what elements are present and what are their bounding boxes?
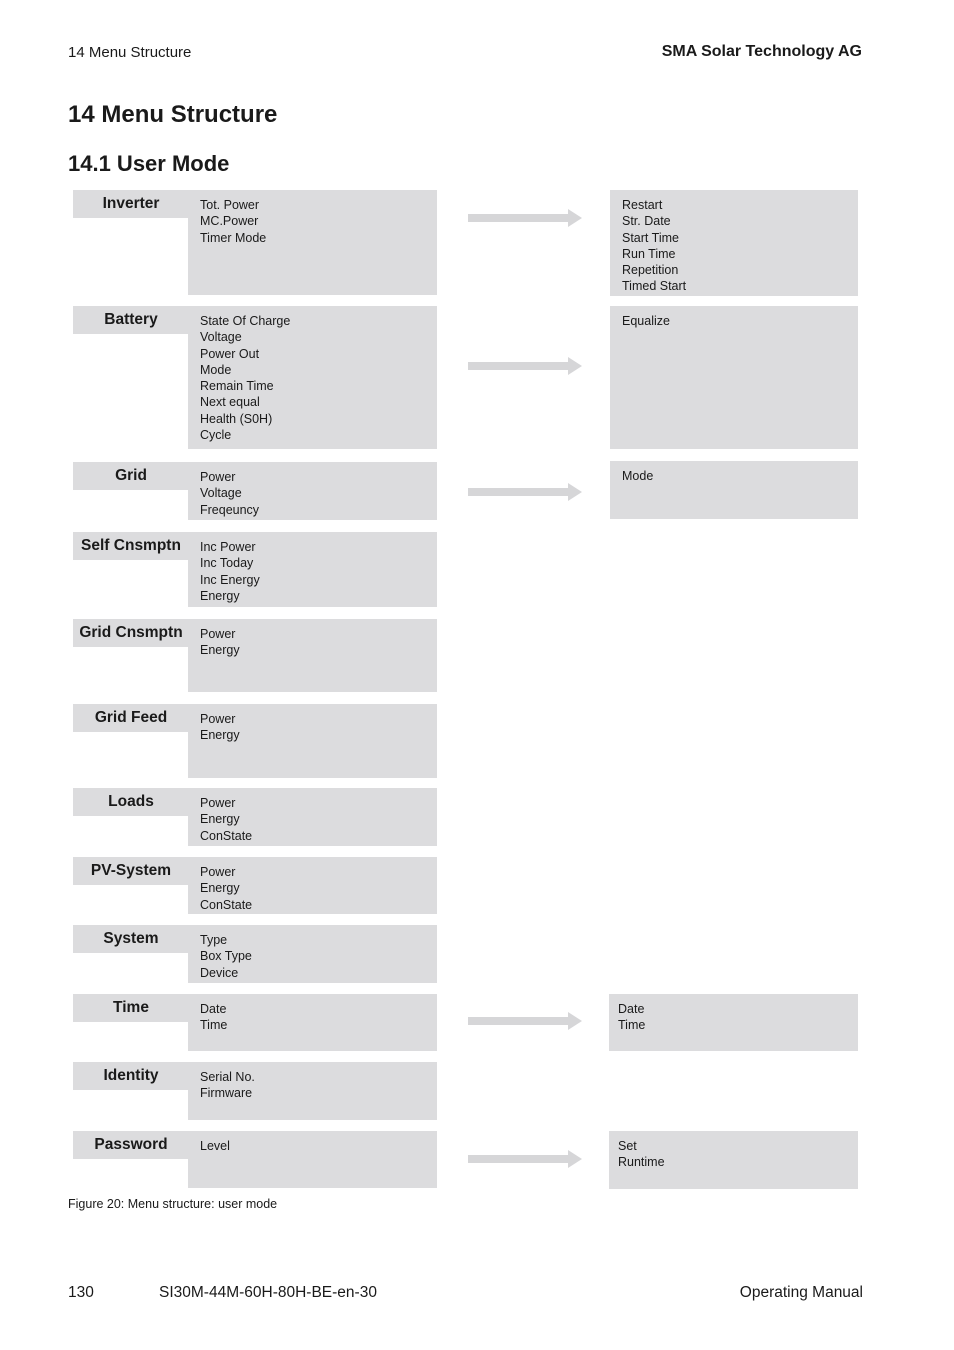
menu-item: Level — [200, 1139, 230, 1153]
menu-label-grid-cnsmptn: Grid Cnsmptn — [73, 619, 189, 647]
menu-item-list — [200, 313, 290, 443]
menu-item-list — [200, 1138, 230, 1154]
submenu-item-list — [622, 468, 653, 484]
menu-item-list — [200, 932, 252, 981]
submenu-item: Time — [618, 1018, 646, 1033]
submenu-item-list — [618, 1138, 665, 1171]
menu-label-pv-system: PV-System — [73, 857, 189, 885]
submenu-box — [609, 994, 858, 1051]
menu-label-grid-feed: Grid Feed — [73, 704, 189, 732]
manual-name: Operating Manual — [739, 1284, 863, 1301]
menu-label-inverter: Inverter — [73, 190, 189, 218]
menu-item-list — [200, 795, 252, 844]
menu-label-password: Password — [73, 1131, 189, 1159]
submenu-item-list — [622, 313, 670, 329]
menu-item: Cycle — [200, 428, 232, 443]
submenu-item: Repetition — [622, 263, 679, 278]
submenu-item: Mode — [622, 469, 654, 483]
menu-item-list — [200, 1069, 255, 1102]
submenu-item: Run Time — [622, 246, 676, 261]
submenu-item: Restart — [622, 198, 663, 212]
submenu-item: Runtime — [618, 1155, 665, 1170]
submenu-item-list — [622, 197, 686, 295]
menu-item: ConState — [200, 828, 253, 843]
menu-item: Box Type — [200, 949, 252, 964]
menu-item: Power — [200, 712, 236, 726]
menu-item-list — [200, 864, 252, 913]
menu-item: Serial No. — [200, 1070, 255, 1084]
menu-item: Remain Time — [200, 379, 274, 394]
menu-item: Inc Energy — [200, 572, 260, 587]
submenu-item-list — [618, 1001, 645, 1034]
menu-item-list — [200, 711, 240, 744]
menu-item: Tot. Power — [200, 198, 260, 212]
menu-item-list — [200, 626, 240, 659]
menu-item: Power — [200, 796, 236, 810]
submenu-item: Equalize — [622, 314, 670, 328]
submenu-item: Start Time — [622, 230, 679, 245]
arrow-right-icon — [468, 1150, 582, 1168]
menu-item: Firmware — [200, 1086, 253, 1101]
menu-item: Energy — [200, 643, 240, 658]
menu-item-list — [200, 1001, 227, 1034]
menu-item: MC.Power — [200, 214, 259, 229]
menu-item-list — [200, 539, 260, 604]
menu-item: Inc Today — [200, 556, 254, 571]
menu-item: Energy — [200, 588, 240, 603]
running-header-company: SMA Solar Technology AG — [661, 43, 862, 60]
menu-item: Power Out — [200, 346, 260, 361]
menu-item: ConState — [200, 897, 253, 912]
page-title: 14 Menu Structure — [68, 101, 278, 128]
submenu-item: Set — [618, 1139, 637, 1153]
menu-item: Power — [200, 865, 236, 879]
menu-item: Energy — [200, 812, 240, 827]
menu-item: State Of Charge — [200, 314, 291, 328]
menu-item-list — [200, 469, 259, 518]
menu-label-identity: Identity — [73, 1062, 189, 1090]
menu-item: Health (S0H) — [200, 411, 273, 426]
arrow-right-icon — [468, 357, 582, 375]
menu-item: Energy — [200, 881, 240, 896]
menu-item: Power — [200, 627, 236, 641]
menu-item: Timer Mode — [200, 230, 267, 245]
menu-item: Inc Power — [200, 540, 256, 554]
arrow-right-icon — [468, 483, 582, 501]
page-number: 130 — [68, 1284, 94, 1301]
menu-item: Device — [200, 965, 239, 980]
menu-item: Power — [200, 470, 236, 484]
menu-item: Energy — [200, 728, 240, 743]
menu-item: Mode — [200, 362, 232, 377]
section-title: 14.1 User Mode — [68, 151, 230, 176]
menu-item: Time — [200, 1018, 228, 1033]
figure-caption: Figure 20: Menu structure: user mode — [68, 1197, 278, 1211]
menu-item: Date — [200, 1002, 227, 1016]
running-header-chapter: 14 Menu Structure — [68, 44, 192, 61]
submenu-item: Str. Date — [622, 214, 671, 229]
arrow-right-icon — [468, 209, 582, 227]
menu-label-loads: Loads — [73, 788, 189, 816]
menu-item: Type — [200, 933, 228, 947]
menu-item: Next equal — [200, 395, 260, 410]
menu-item: Freqeuncy — [200, 502, 260, 517]
menu-item-list — [200, 197, 266, 246]
arrow-right-icon — [468, 1012, 582, 1030]
document-id: SI30M-44M-60H-80H-BE-en-30 — [159, 1284, 377, 1301]
submenu-item: Timed Start — [622, 279, 687, 294]
menu-item: Voltage — [200, 486, 242, 501]
menu-label-system: System — [73, 925, 189, 953]
menu-label-grid: Grid — [73, 462, 189, 490]
menu-label-self-cnsmptn: Self Cnsmptn — [73, 532, 189, 560]
menu-item: Voltage — [200, 330, 242, 345]
menu-label-battery: Battery — [73, 306, 189, 334]
menu-label-time: Time — [73, 994, 189, 1022]
submenu-item: Date — [618, 1002, 645, 1016]
